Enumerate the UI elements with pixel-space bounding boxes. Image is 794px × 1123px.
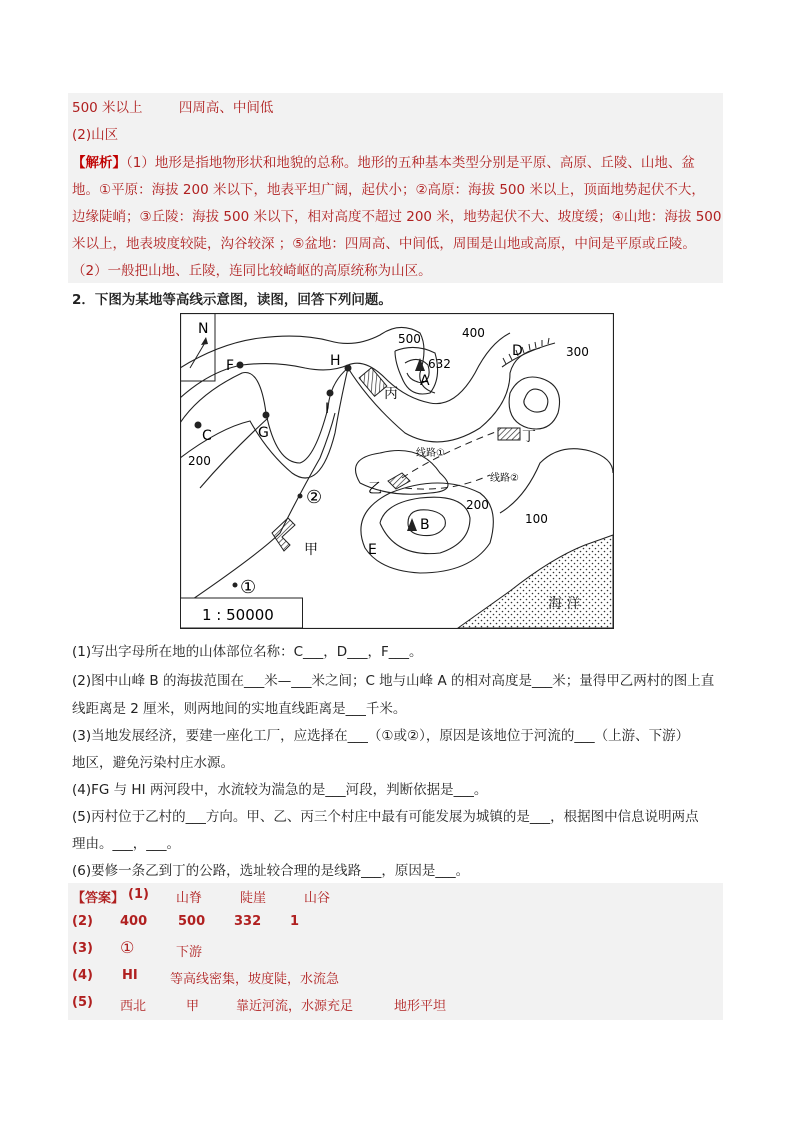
- question-item: 理由。___，___。: [72, 836, 180, 852]
- point-label: A: [420, 373, 430, 389]
- answer-line-1: [72, 96, 273, 116]
- contour-label: 200: [188, 454, 211, 468]
- question-item: (3)当地发展经济，要建一座化工厂，应选择在___（①或②），原因是该地位于河流的___（上游、下游）: [72, 728, 690, 744]
- north-arrow-label: N: [198, 321, 209, 337]
- answer-cell: 332: [234, 914, 262, 929]
- question-item: (5)丙村位于乙村的___方向。甲、乙、丙三个村庄中最有可能发展为城镇的是___，根据图中信息说明两点: [72, 809, 699, 825]
- answer-num: (3): [72, 941, 93, 956]
- contour-label: 500: [398, 332, 421, 346]
- analysis-line-5: （2）一般把山地、丘陵，连同比较崎岖的高原统称为山区。: [72, 263, 432, 279]
- answer-num: (4): [72, 968, 93, 983]
- village-label: 丙: [384, 386, 398, 402]
- answer-cell: 下游: [176, 945, 203, 960]
- point-label: H: [330, 353, 341, 369]
- point-label: D: [512, 343, 523, 359]
- contour-label: 300: [566, 345, 589, 359]
- contour-label: 200: [466, 498, 489, 512]
- route-1-label: 线路①: [416, 448, 445, 459]
- answer-cell: ①: [120, 938, 135, 957]
- peak-a-elevation: 632: [428, 357, 451, 371]
- contour-label: 400: [462, 326, 485, 340]
- answer-value: 500 米以上: [72, 100, 143, 116]
- site-label: ②: [306, 487, 323, 508]
- map-scale: 1 : 50000: [202, 606, 274, 624]
- contour-label: 100: [525, 512, 548, 526]
- route-2-label: 线路②: [490, 473, 519, 484]
- question-item: 线距离是 2 厘米，则两地间的实地直线距离是___千米。: [72, 701, 407, 717]
- point-label: C: [202, 428, 212, 444]
- answer-cell: 400: [120, 914, 148, 929]
- answer-cell: 靠近河流，水源充足: [236, 999, 354, 1014]
- answer-cell: 山脊: [176, 891, 203, 906]
- analysis-line-4: 米以上，地表坡度较陡，沟谷较深 ；⑤盆地：四周高、中间低，周围是山地或高原，中间是平原或丘陵。: [72, 236, 696, 252]
- contour-map: [180, 313, 614, 629]
- question-item: (2)图中山峰 B 的海拔范围在___米—___米之间；C 地与山峰 A 的相对高度是___米；量得甲乙两村的图上直: [72, 673, 715, 689]
- sea-label: 海 洋: [548, 596, 581, 612]
- question-stem: 2．下图为某地等高线示意图，读图，回答下列问题。: [72, 292, 392, 308]
- point-label: I: [325, 401, 330, 417]
- answer-cell: 地形平坦: [394, 999, 447, 1014]
- answer-cell: 山谷: [304, 891, 331, 906]
- answer-cell: 1: [290, 914, 300, 929]
- answer-num: (1): [128, 887, 149, 902]
- answer-num: (2): [72, 914, 93, 929]
- answer-cell: 西北: [120, 999, 147, 1014]
- answer-value: 四周高、中间低: [178, 100, 274, 116]
- village-label: 甲: [304, 542, 318, 558]
- question-item: 地区，避免污染村庄水源。: [72, 755, 234, 771]
- village-label: 丁: [522, 429, 536, 445]
- analysis-text: （1）地形是指地物形状和地貌的总称。地形的五种基本类型分别是平原、高原、丘陵、山地、盆: [126, 155, 695, 171]
- answer-tag: 【答案】: [72, 891, 125, 906]
- question-item: (6)要修一条乙到丁的公路，选址较合理的是线路___，原因是___。: [72, 863, 470, 879]
- analysis-line-1: [72, 151, 695, 171]
- site-label: ①: [240, 577, 257, 598]
- answer-cell: 等高线密集，坡度陡，水流急: [170, 972, 340, 987]
- point-label: F: [226, 358, 235, 374]
- answer-cell: 陡崖: [240, 891, 267, 906]
- answer-line-2: (2)山区: [72, 127, 119, 143]
- answer-cell: 甲: [186, 999, 200, 1014]
- answer-cell: 500: [178, 914, 206, 929]
- village-label: 乙: [368, 481, 382, 497]
- question-item: (1)写出字母所在地的山体部位名称：C___，D___，F___。: [72, 644, 423, 660]
- answer-cell: HI: [122, 968, 138, 983]
- analysis-tag: 【解析】: [72, 155, 126, 171]
- answer-num: (5): [72, 995, 93, 1010]
- point-label: B: [420, 517, 430, 533]
- question-item: (4)FG 与 HI 两河段中，水流较为湍急的是___河段，判断依据是___。: [72, 782, 488, 798]
- point-label: E: [368, 542, 377, 558]
- analysis-line-2: 地。①平原：海拔 200 米以下，地表平坦广阔，起伏小；②高原：海拔 500 米以上，顶面地势起伏不大，: [72, 182, 705, 198]
- analysis-line-3: 边缘陡峭；③丘陵：海拔 500 米以下，相对高度不超过 200 米，地势起伏不大、坡度缓；④山地：海拔 500: [72, 209, 722, 225]
- point-label: G: [258, 425, 269, 441]
